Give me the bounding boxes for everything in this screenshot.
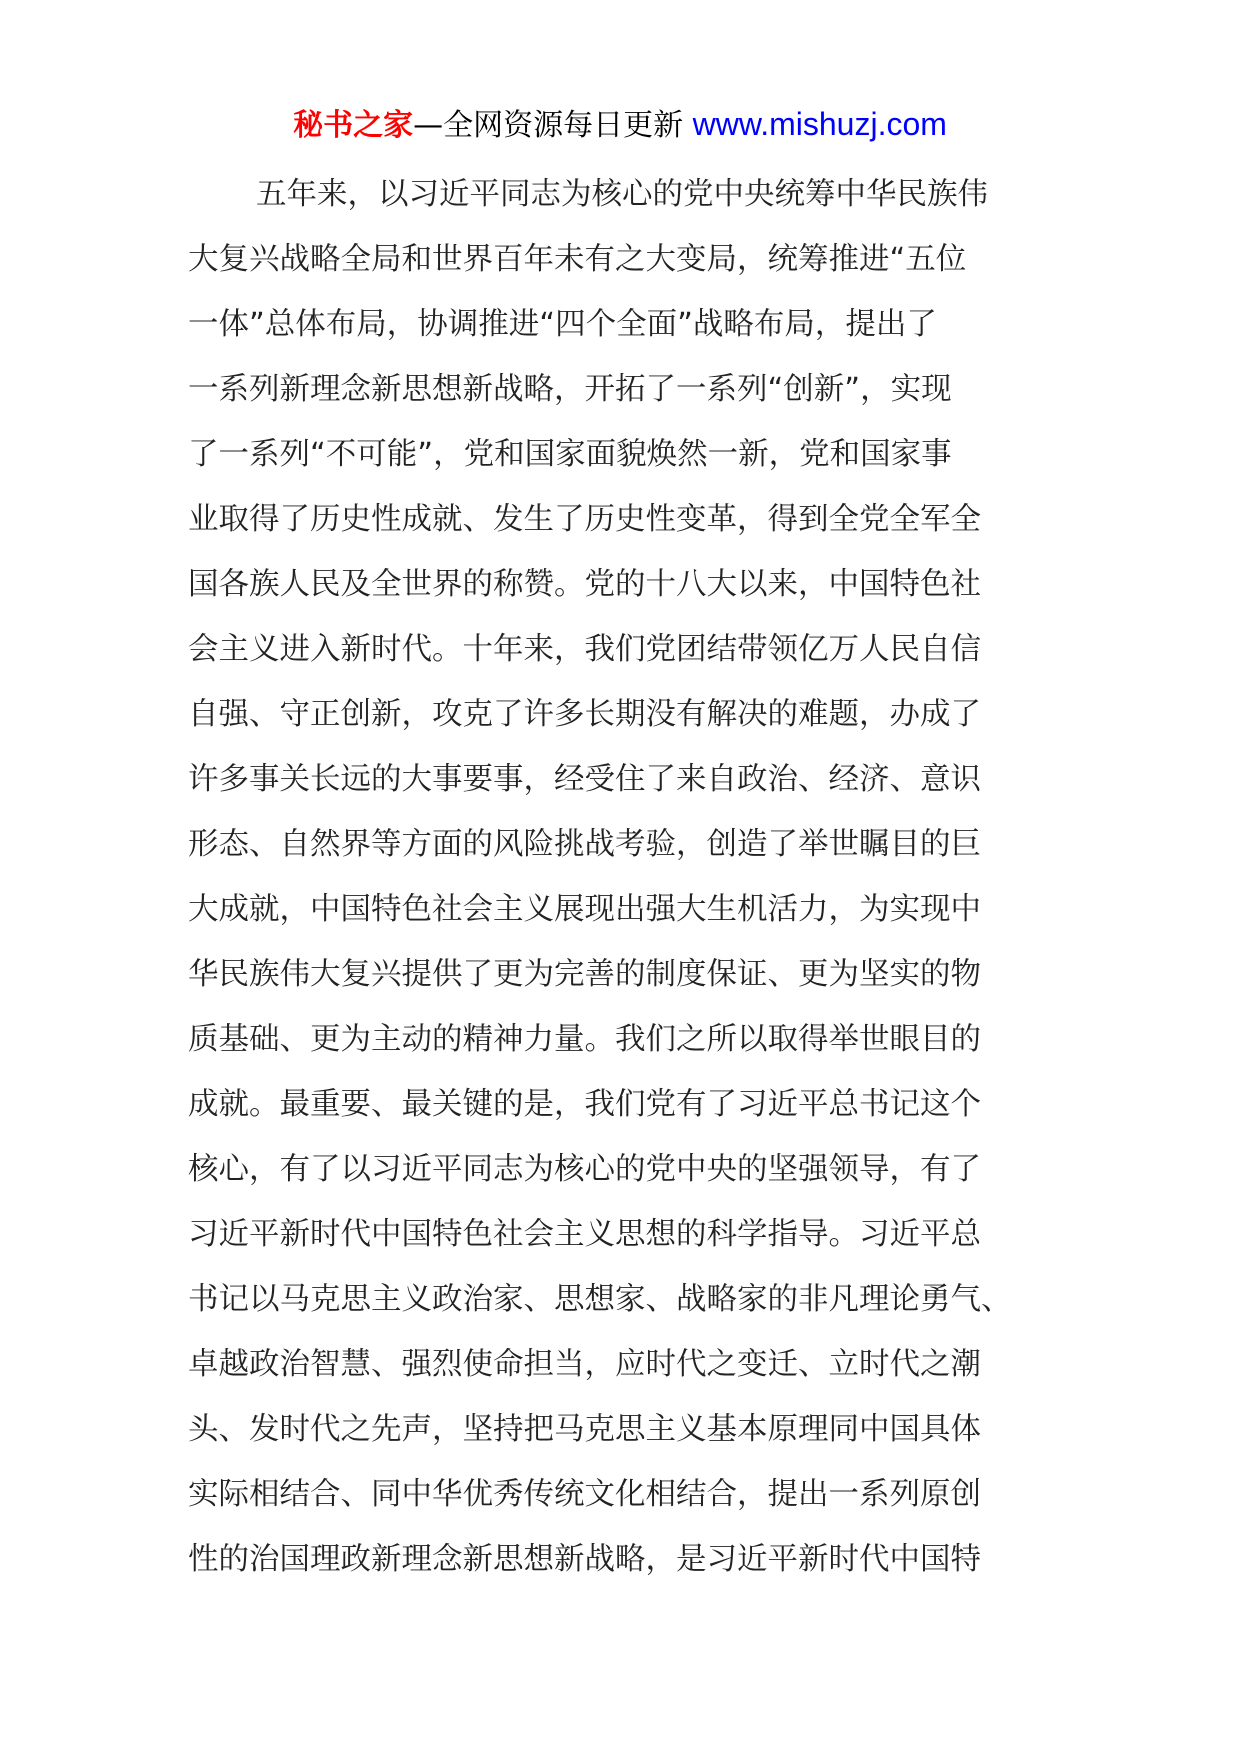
paragraph-line: 性的治国理政新理念新思想新战略，是习近平新时代中国特 (188, 1542, 981, 1577)
paragraph-line: 一体”总体布局，协调推进“四个全面”战略布局，提出了 (188, 307, 937, 342)
paragraph-line: 头、发时代之先声，坚持把马克思主义基本原理同中国具体 (188, 1412, 981, 1447)
site-tagline: —全网资源每日更新 (413, 108, 693, 143)
paragraph-line: 核心，有了以习近平同志为核心的党中央的坚强领导，有了 (188, 1152, 981, 1187)
paragraph-line: 习近平新时代中国特色社会主义思想的科学指导。习近平总 (188, 1217, 981, 1252)
paragraph-line: 质基础、更为主动的精神力量。我们之所以取得举世眼目的 (188, 1022, 981, 1057)
paragraph-line: 许多事关长远的大事要事，经受住了来自政治、经济、意识 (188, 762, 981, 797)
paragraph-line: 书记以马克思主义政治家、思想家、战略家的非凡理论勇气、 (188, 1282, 1012, 1317)
paragraph-line: 大成就，中国特色社会主义展现出强大生机活力，为实现中 (188, 892, 981, 927)
site-brand: 秘书之家 (293, 108, 414, 143)
paragraph-line: 业取得了历史性成就、发生了历史性变革，得到全党全军全 (188, 502, 981, 537)
paragraph-line: 大复兴战略全局和世界百年未有之大变局，统筹推进“五位 (188, 242, 967, 277)
paragraph-line: 形态、自然界等方面的风险挑战考验，创造了举世瞩目的巨 (188, 827, 981, 862)
paragraph-line: 成就。最重要、最关键的是，我们党有了习近平总书记这个 (188, 1087, 981, 1122)
paragraph-line: 自强、守正创新，攻克了许多长期没有解决的难题，办成了 (188, 697, 981, 732)
paragraph-line: 华民族伟大复兴提供了更为完善的制度保证、更为坚实的物 (188, 957, 981, 992)
site-header (0, 100, 1240, 150)
paragraph-line: 五年来，以习近平同志为核心的党中央统筹中华民族伟 (256, 177, 988, 212)
paragraph-line: 了一系列“不可能”，党和国家面貌焕然一新，党和国家事 (188, 437, 952, 472)
paragraph-line: 实际相结合、同中华优秀传统文化相结合，提出一系列原创 (188, 1477, 981, 1512)
paragraph-line: 卓越政治智慧、强烈使命担当，应时代之变迁、立时代之潮 (188, 1347, 981, 1382)
paragraph-line: 会主义进入新时代。十年来，我们党团结带领亿万人民自信 (188, 632, 981, 667)
paragraph-line: 国各族人民及全世界的称赞。党的十八大以来，中国特色社 (188, 567, 981, 602)
paragraph-line: 一系列新理念新思想新战略，开拓了一系列“创新”，实现 (188, 372, 952, 407)
document-paragraph (188, 162, 1038, 1592)
site-url-link[interactable]: www.mishuzj.com (692, 106, 947, 142)
